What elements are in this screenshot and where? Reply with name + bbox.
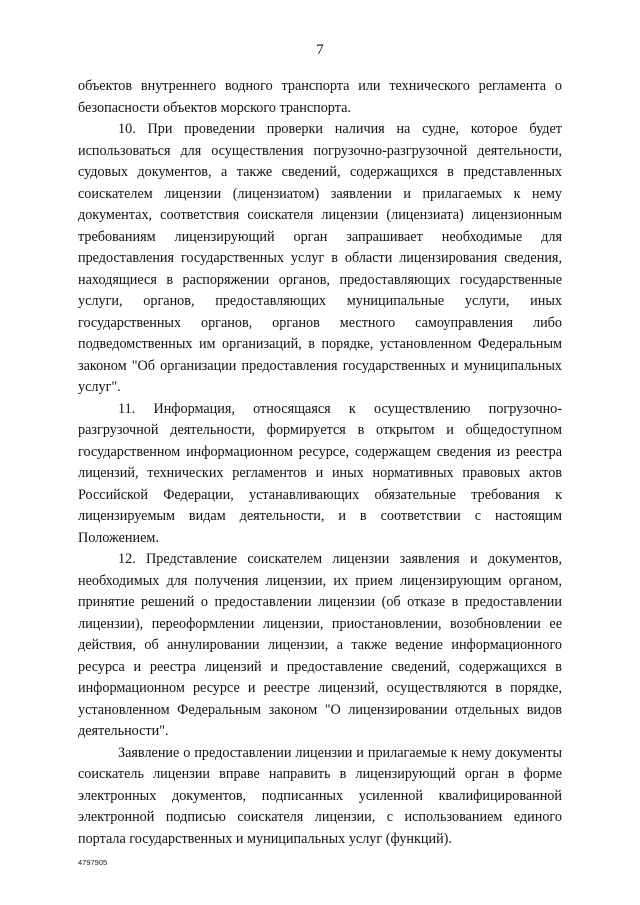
paragraph-continuation: объектов внутреннего водного транспорта или технического регламента о безопасности объектов морского транспорта. (78, 78, 562, 116)
paragraph-12-application: Заявление о предоставлении лицензии и прилагаемые к нему документы соискатель лицензии вправе направить в лицензирующий орган в форме электронных документов, подписанных усиленной квалифицированной электронной подписью соискателя лицензии, с использованием единого портала государственных и муниципальных услуг (функций). (78, 744, 562, 847)
paragraph-11: 11. Информация, относящаяся к осуществлению погрузочно-разгрузочной деятельности, формируется в открытом и общедоступном государственном информационном ресурсе, содержащем сведения из реестра лицензий, технических регламентов и иных нормативных правовых актов Российской Федерации, устанавливающих обязательные требования к лицензируемым видам деятельности, и в соответствии с настоящим Положением. (78, 400, 562, 546)
paragraph-10: 10. При проведении проверки наличия на судне, которое будет использоваться для осуществления погрузочно-разгрузочной деятельности, судовых документов, а также сведений, содержащихся в представленных соискателем лицензии (лицензиатом) заявлении и прилагаемых к нему документах, соответствия соискателя лицензии (лицензиата) лицензионным требованиям лицензирующий орган запрашивает необходимые для предоставления государственных услуг в области лицензирования сведения, находящиеся в распоряжении органов, предоставляющих государственные услуги, органов, предоставляющих муниципальные услуги, иных государственных органов, органов местного самоуправления либо подведомственных им организаций, в порядке, установленном Федеральным законом "Об организации предоставления государственных и муниципальных услуг". (78, 121, 562, 395)
document-id: 4797905 (78, 858, 108, 867)
page-number: 7 (316, 42, 324, 58)
document-body (78, 76, 562, 850)
paragraph-12: 12. Представление соискателем лицензии заявления и документов, необходимых для получения лицензии, их прием лицензирующим органом, принятие решений о предоставлении лицензии (об отказе в предоставлении лицензии), переоформлении лицензии, приостановлении, возобновлении ее действия, об аннулировании лицензии, а также ведение информационного ресурса и реестра лицензий и предоставление сведений, содержащихся в информационном ресурсе и реестре лицензий, осуществляются в порядке, установленном Федеральным законом "О лицензировании отдельных видов деятельности". (78, 551, 562, 739)
